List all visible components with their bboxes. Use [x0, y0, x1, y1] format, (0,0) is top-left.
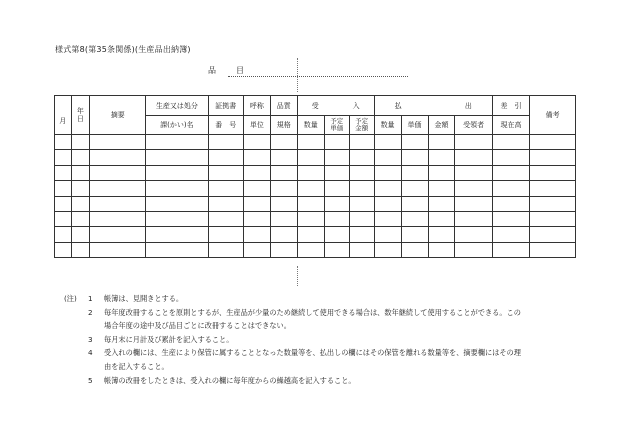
table-cell [208, 135, 243, 150]
table-cell [55, 196, 72, 211]
table-cell [55, 211, 72, 226]
table-cell [374, 196, 401, 211]
table-cell [455, 135, 492, 150]
table-cell [401, 196, 428, 211]
table-cell [90, 211, 146, 226]
table-cell [324, 165, 349, 180]
header-receive-unit-price: 予定単価 [324, 116, 349, 135]
table-cell [55, 242, 72, 257]
table-cell [530, 211, 576, 226]
item-label: 品 目 [208, 66, 250, 75]
table-cell [270, 242, 297, 257]
table-cell [428, 211, 455, 226]
table-cell [208, 150, 243, 165]
table-cell [324, 181, 349, 196]
table-cell [401, 227, 428, 242]
table-cell [324, 242, 349, 257]
table-cell [492, 135, 529, 150]
table-row [55, 196, 576, 211]
table-cell [71, 165, 90, 180]
table-cell [270, 150, 297, 165]
table-cell [455, 242, 492, 257]
table-cell [530, 242, 576, 257]
table-cell [455, 181, 492, 196]
table-cell [55, 181, 72, 196]
table-cell [146, 242, 208, 257]
table-cell [71, 242, 90, 257]
table-cell [349, 181, 374, 196]
table-cell [208, 165, 243, 180]
table-cell [243, 165, 270, 180]
note-2: 2 毎年度改冊することを原則とするが、生産品が少量のため継続して使用できる場合は、数年継続して使用することができる。この 場合年度の途中及び品目ごとに改冊することはできない。 [88, 307, 521, 331]
header-receive-amount: 予定金額 [349, 116, 374, 135]
header-balance-sub: 現在高 [492, 116, 529, 135]
table-cell [530, 150, 576, 165]
table-cell [243, 196, 270, 211]
table-cell [349, 242, 374, 257]
table-cell [146, 211, 208, 226]
table-cell [55, 165, 72, 180]
table-cell [297, 211, 324, 226]
table-cell [401, 165, 428, 180]
ledger-table [54, 95, 576, 258]
table-cell [90, 196, 146, 211]
fold-line-bottom [297, 266, 298, 286]
table-cell [349, 150, 374, 165]
table-cell [146, 135, 208, 150]
table-cell [492, 196, 529, 211]
table-cell [208, 242, 243, 257]
table-cell [349, 211, 374, 226]
table-cell [297, 227, 324, 242]
table-cell [208, 227, 243, 242]
table-cell [492, 227, 529, 242]
header-pay-recipient: 受領者 [455, 116, 492, 135]
header-pay-qty: 数量 [374, 116, 401, 135]
table-cell [374, 135, 401, 150]
table-cell [71, 181, 90, 196]
item-underline [228, 76, 408, 77]
table-cell [71, 227, 90, 242]
header-pay-amount: 金額 [428, 116, 455, 135]
table-cell [55, 135, 72, 150]
table-row [55, 211, 576, 226]
table-cell [324, 135, 349, 150]
header-voucher-sub: 番 号 [208, 116, 243, 135]
table-cell [90, 165, 146, 180]
table-cell [90, 242, 146, 257]
table-cell [349, 227, 374, 242]
table-cell [324, 150, 349, 165]
table-cell [243, 135, 270, 150]
table-cell [243, 227, 270, 242]
table-cell [90, 227, 146, 242]
table-cell [428, 135, 455, 150]
table-cell [90, 181, 146, 196]
table-cell [428, 242, 455, 257]
table-cell [55, 227, 72, 242]
table-cell [455, 150, 492, 165]
table-row [55, 150, 576, 165]
table-cell [243, 242, 270, 257]
table-cell [455, 211, 492, 226]
table-cell [297, 181, 324, 196]
table-cell [374, 227, 401, 242]
table-cell [428, 165, 455, 180]
table-cell [530, 135, 576, 150]
table-cell [146, 150, 208, 165]
table-row [55, 135, 576, 150]
table-cell [243, 150, 270, 165]
table-cell [208, 211, 243, 226]
table-cell [208, 196, 243, 211]
table-cell [349, 165, 374, 180]
header-balance: 差 引 [492, 96, 529, 116]
table-cell [270, 196, 297, 211]
table-cell [428, 227, 455, 242]
table-cell [297, 150, 324, 165]
table-cell [71, 211, 90, 226]
table-cell [270, 211, 297, 226]
table-cell [71, 196, 90, 211]
note-3: 3 毎月末に月計及び累計を記入すること。 [88, 334, 234, 344]
table-cell [401, 135, 428, 150]
table-cell [349, 135, 374, 150]
table-cell [455, 165, 492, 180]
table-cell [428, 150, 455, 165]
header-production-sub: 課(かい)名 [146, 116, 208, 135]
table-cell [530, 227, 576, 242]
table-cell [324, 211, 349, 226]
header-remarks: 備考 [530, 96, 576, 135]
table-cell [401, 242, 428, 257]
header-pay: 払 出 [374, 96, 492, 116]
table-cell [90, 150, 146, 165]
table-cell [492, 242, 529, 257]
notes [64, 292, 584, 387]
table-cell [492, 150, 529, 165]
table-cell [243, 181, 270, 196]
table-row [55, 227, 576, 242]
table-row [55, 242, 576, 257]
table-cell [270, 227, 297, 242]
table-cell [270, 181, 297, 196]
table-cell [401, 181, 428, 196]
table-cell [401, 211, 428, 226]
header-month: 月 [55, 96, 72, 135]
header-name-sub: 単位 [243, 116, 270, 135]
table-cell [297, 165, 324, 180]
table-cell [324, 196, 349, 211]
header-receive: 受 入 [297, 96, 374, 116]
table-cell [55, 150, 72, 165]
table-cell [297, 135, 324, 150]
header-receive-qty: 数量 [297, 116, 324, 135]
table-cell [428, 196, 455, 211]
table-cell [374, 150, 401, 165]
table-cell [374, 242, 401, 257]
header-name: 呼称 [243, 96, 270, 116]
note-5: 5 帳簿の改冊をしたときは、受入れの欄に毎年度からの繰越高を記入すること。 [88, 375, 356, 385]
table-cell [146, 165, 208, 180]
table-cell [349, 196, 374, 211]
table-cell [297, 242, 324, 257]
table-cell [492, 211, 529, 226]
table-cell [455, 196, 492, 211]
table-row [55, 181, 576, 196]
table-cell [71, 135, 90, 150]
table-cell [374, 181, 401, 196]
table-cell [492, 165, 529, 180]
header-quality: 品質 [270, 96, 297, 116]
table-row [55, 165, 576, 180]
table-cell [208, 181, 243, 196]
table-cell [492, 181, 529, 196]
ledger-body [55, 135, 576, 258]
header-production: 生産又は処分 [146, 96, 208, 116]
header-quality-sub: 規格 [270, 116, 297, 135]
table-cell [324, 227, 349, 242]
table-cell [530, 181, 576, 196]
form-title: 様式第8(第35条関係)(生産品出納簿) [55, 45, 191, 54]
header-voucher: 証拠書 [208, 96, 243, 116]
table-cell [243, 211, 270, 226]
table-cell [90, 135, 146, 150]
item-field [200, 65, 410, 79]
table-cell [530, 165, 576, 180]
table-cell [146, 181, 208, 196]
table-cell [428, 181, 455, 196]
table-cell [401, 150, 428, 165]
table-cell [270, 165, 297, 180]
table-cell [270, 135, 297, 150]
table-cell [530, 196, 576, 211]
table-cell [146, 227, 208, 242]
header-year-day: 年 日 [71, 96, 90, 135]
notes-prefix: (注) [64, 294, 77, 303]
table-cell [374, 165, 401, 180]
table-cell [146, 196, 208, 211]
header-pay-unit-price: 単価 [401, 116, 428, 135]
table-cell [297, 196, 324, 211]
header-summary: 摘要 [90, 96, 146, 135]
table-cell [455, 227, 492, 242]
table-cell [71, 150, 90, 165]
note-4: 4 受入れの欄には、生産により保管に属することとなった数量等を、払出しの欄にはその保管を離れる数量等を、摘要欄にはその理 由を記入すること。 [88, 348, 521, 371]
table-cell [374, 211, 401, 226]
note-1: (注) 1 帳簿は、見開きとする。 [64, 292, 584, 306]
